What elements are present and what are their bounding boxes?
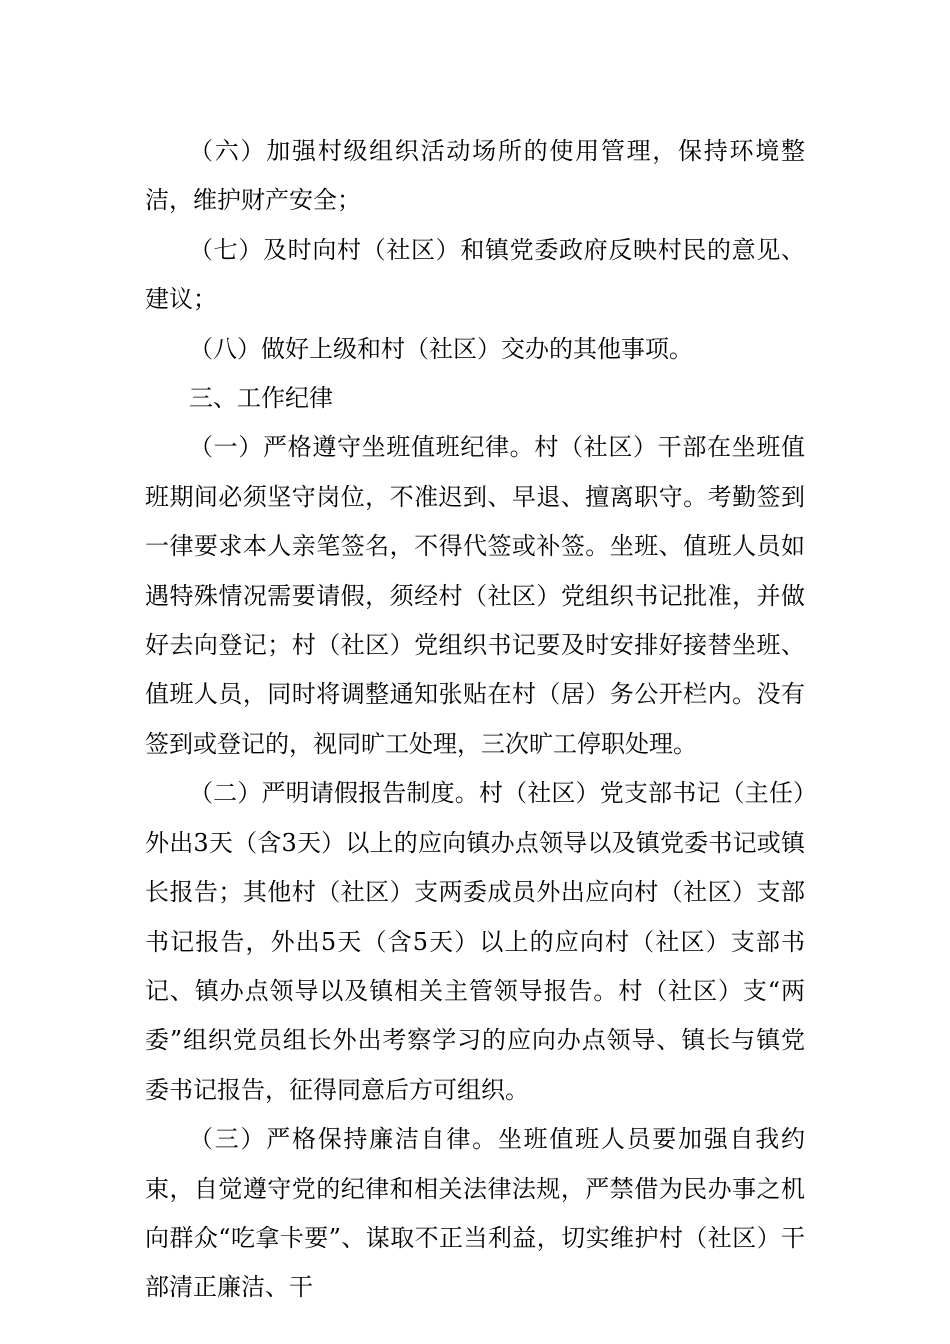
paragraph-item-7: （七）及时向村（社区）和镇党委政府反映村民的意见、建议； bbox=[145, 235, 805, 314]
paragraph-discipline-2: （二）严明请假报告制度。村（社区）党支部书记（主任）外出3天（含3天）以上的应向镇办点领导以及镇党委书记或镇长报告；其他村（社区）支两委成员外出应向村（社区）支部书记报告，外出5天（含5天）以上的应向村（社区）支部书记、镇办点领导以及镇相关主管领导报告。村（社区）支“两委”组织党员组长外出考察学习的应向办点领导、镇长与镇党委书记报告，征得同意后方可组织。 bbox=[145, 779, 805, 1104]
paragraph-item-6: （六）加强村级组织活动场所的使用管理，保持环境整洁，维护财产安全； bbox=[145, 137, 805, 215]
document-body bbox=[145, 127, 805, 1313]
paragraph-item-8: （八）做好上级和村（社区）交办的其他事项。 bbox=[189, 334, 693, 363]
paragraph-discipline-3: （三）严格保持廉洁自律。坐班值班人员要加强自我约束，自觉遵守党的纪律和相关法律法规，严禁借为民办事之机向群众“吃拿卡要”、谋取不正当利益，切实维护村（社区）干部清正廉洁、干 bbox=[145, 1125, 805, 1302]
section-heading-work-discipline: 三、工作纪律 bbox=[189, 384, 333, 413]
paragraph-discipline-1: （一）严格遵守坐班值班纪律。村（社区）干部在坐班值班期间必须坚守岗位，不准迟到、早退、擅离职守。考勤签到一律要求本人亲笔签名，不得代签或补签。坐班、值班人员如遇特殊情况需要请假，须经村（社区）党组织书记批准，并做好去向登记；村（社区）党组织书记要及时安排好接替坐班、值班人员，同时将调整通知张贴在村（居）务公开栏内。没有签到或登记的，视同旷工处理，三次旷工停职处理。 bbox=[145, 433, 805, 758]
